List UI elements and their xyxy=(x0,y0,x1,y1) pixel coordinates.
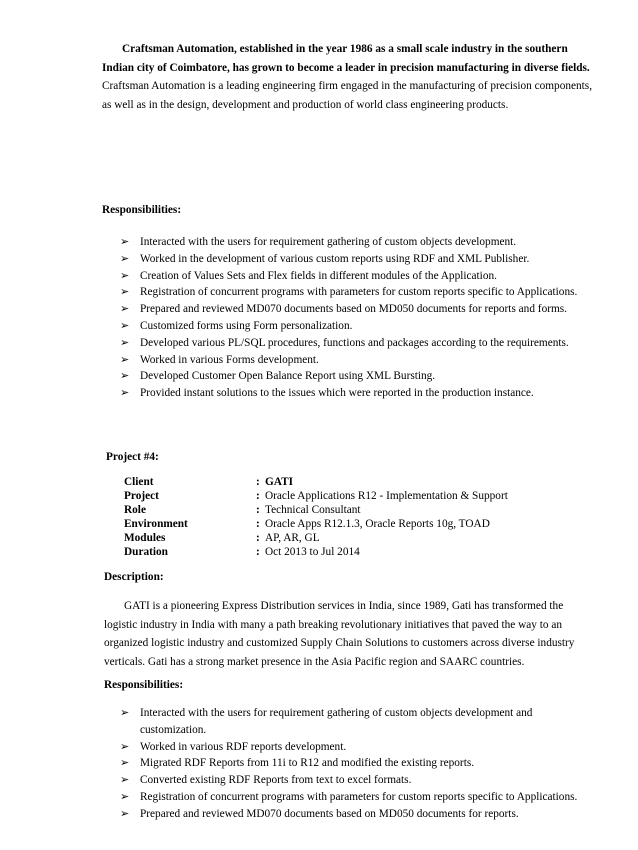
info-value: Oracle Applications R12 - Implementation & Support xyxy=(265,489,508,502)
list-item: ➢ Creation of Values Sets and Flex fields in different modules of the Application. xyxy=(120,268,600,285)
arrow-bullet-icon: ➢ xyxy=(120,286,130,299)
list-item: ➢ Developed Customer Open Balance Report using XML Bursting. xyxy=(120,368,600,385)
arrow-bullet-icon: ➢ xyxy=(120,236,130,248)
arrow-bullet-icon: ➢ xyxy=(120,303,130,316)
company-intro-paragraph xyxy=(102,40,596,114)
arrow-bullet-icon: ➢ xyxy=(120,387,130,400)
info-value: GATI xyxy=(265,476,294,488)
list-item: ➢ Worked in the development of various custom reports using RDF and XML Publisher. xyxy=(120,251,600,268)
responsibilities-heading-1: Responsibilities: xyxy=(102,204,182,216)
info-label: Modules xyxy=(124,531,166,544)
list-item: ➢ Prepared and reviewed MD070 documents based on MD050 documents for reports. xyxy=(120,806,600,823)
arrow-bullet-icon: ➢ xyxy=(120,757,130,770)
info-value: Oracle Apps R12.1.3, Oracle Reports 10g, TOAD xyxy=(265,517,490,530)
list-item: ➢ Customized forms using Form personalization. xyxy=(120,318,600,335)
arrow-bullet-icon: ➢ xyxy=(120,269,130,282)
table-row: Environment : Oracle Apps R12.1.3, Oracle Reports 10g, TOAD xyxy=(124,518,508,532)
arrow-bullet-icon: ➢ xyxy=(120,790,130,803)
list-item: ➢ Worked in various RDF reports development. xyxy=(120,739,600,756)
info-label: Environment xyxy=(124,517,188,530)
list-item: ➢ Interacted with the users for requirement gathering of custom objects development. xyxy=(120,234,600,251)
arrow-bullet-icon: ➢ xyxy=(120,370,130,383)
info-label: Role xyxy=(124,503,146,516)
table-row: Role : Technical Consultant xyxy=(124,504,508,518)
list-item: ➢ Registration of concurrent programs with parameters for custom reports specific to Applications. xyxy=(120,284,600,301)
arrow-bullet-icon: ➢ xyxy=(120,740,130,753)
arrow-bullet-icon: ➢ xyxy=(120,319,130,332)
arrow-bullet-icon: ➢ xyxy=(120,336,130,349)
company-intro-bold: Craftsman Automation, established in the year 1986 as a small scale industry in the southern Indian city of Coimbatore, has grown to become a leader in precision manufacturing in diverse fields. xyxy=(102,43,590,74)
arrow-bullet-icon: ➢ xyxy=(120,774,130,787)
table-row: Project : Oracle Applications R12 - Implementation & Support xyxy=(124,489,508,502)
list-item: ➢ Worked in various Forms development. xyxy=(120,352,600,369)
responsibilities-heading-2: Responsibilities: xyxy=(104,679,184,691)
info-label: Client xyxy=(124,476,154,488)
list-item: ➢ Prepared and reviewed MD070 documents based on MD050 documents for reports and forms. xyxy=(120,301,600,318)
list-item: ➢ Developed various PL/SQL procedures, functions and packages according to the requirements. xyxy=(120,335,600,352)
table-row: Modules : AP, AR, GL xyxy=(124,532,508,546)
table-row: Client : GATI xyxy=(124,476,508,490)
info-label: Duration xyxy=(124,545,168,558)
project-heading: Project #4: xyxy=(106,451,159,463)
arrow-bullet-icon: ➢ xyxy=(120,353,130,366)
table-row: Duration : Oct 2013 to Jul 2014 xyxy=(124,546,508,560)
info-value: Technical Consultant xyxy=(265,503,361,516)
project-info-table xyxy=(124,476,508,559)
arrow-bullet-icon: ➢ xyxy=(120,807,130,820)
arrow-bullet-icon: ➢ xyxy=(120,252,130,265)
list-item: ➢ Registration of concurrent programs with parameters for custom reports specific to Applications. xyxy=(120,789,600,806)
arrow-bullet-icon: ➢ xyxy=(120,707,130,719)
list-item: ➢ Interacted with the users for requirement gathering of custom objects development and customization. xyxy=(120,707,533,736)
responsibilities-list-2 xyxy=(120,705,600,823)
info-label: Project xyxy=(124,489,159,502)
description-heading: Description: xyxy=(104,571,164,583)
info-value: AP, AR, GL xyxy=(265,531,320,544)
list-item: ➢ Migrated RDF Reports from 11i to R12 and modified the existing reports. xyxy=(120,755,600,772)
description-paragraph: GATI is a pioneering Express Distribution services in India, since 1989, Gati has transformed the logistic industry in India with many a path breaking revolutionary initiatives that paved the way to an organized logistic industry and customized Supply Chain Solutions to customers across diverse industry verticals. Gati has a strong market presence in the Asia Pacific region and SAARC countries. xyxy=(104,600,575,668)
list-item: ➢ Converted existing RDF Reports from text to excel formats. xyxy=(120,772,600,789)
responsibilities-list-1 xyxy=(120,234,600,402)
company-intro-text: Craftsman Automation is a leading engineering firm engaged in the manufacturing of precision components, as well as in the design, development and production of world class engineering products. xyxy=(102,80,593,111)
list-item: ➢ Provided instant solutions to the issues which were reported in the production instance. xyxy=(120,385,600,402)
info-value: Oct 2013 to Jul 2014 xyxy=(265,545,360,558)
